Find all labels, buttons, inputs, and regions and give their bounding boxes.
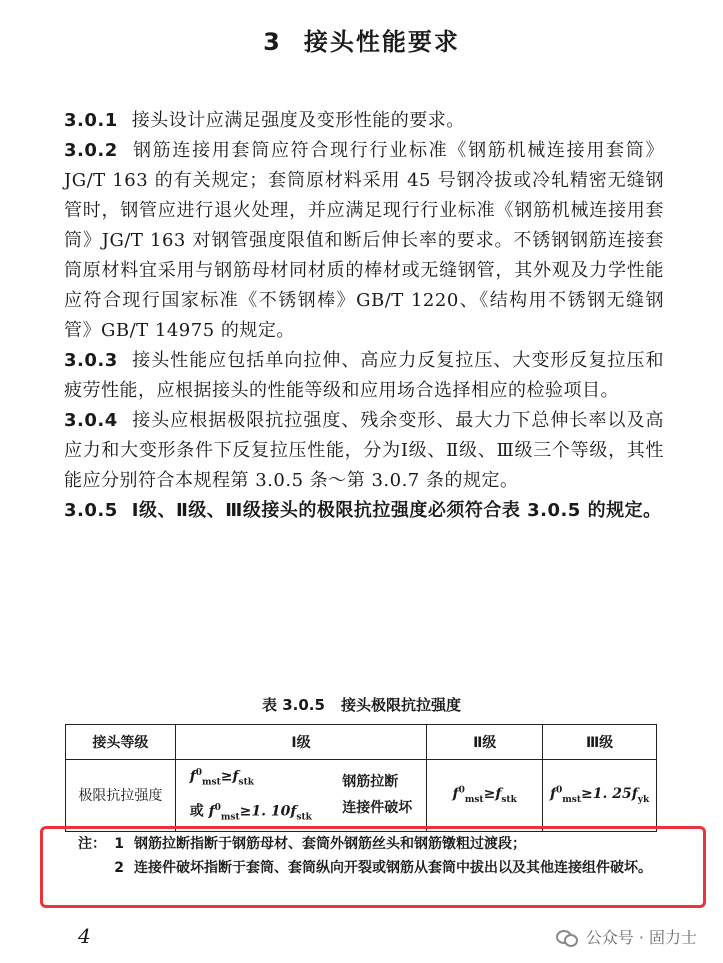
grade-1-formulas — [190, 760, 312, 831]
clause-text: 接头设计应满足强度及变形性能的要求。 — [131, 110, 465, 131]
table-number: 表 3.0.5 — [262, 696, 325, 714]
header-cell: Ⅰ级 — [175, 725, 427, 760]
watermark — [556, 925, 697, 948]
wechat-icon — [556, 928, 578, 946]
page-number: 4 — [78, 924, 91, 948]
grade-2-formula: $f^0_{mst}\ge f_{stk}$ — [452, 785, 517, 806]
clause-number: 3.0.5 — [64, 500, 118, 521]
header-cell: Ⅱ级 — [427, 725, 543, 760]
grade-3-cell — [543, 760, 657, 832]
grade-1-formula-1: $f^0_{mst}\ge f_{stk}$ — [189, 768, 254, 788]
clause-text: 接头性能应包括单向拉伸、高应力反复拉压、大变形反复拉压和疲劳性能，应根据接头的性能等级和应用场合选择相应的检验项目。 — [64, 350, 664, 401]
clause-text: 接头应根据极限抗拉强度、残余变形、最大力下总伸长率以及高应力和大变形条件下反复拉压性能，分为Ⅰ级、Ⅱ级、Ⅲ级三个等级，其性能应分别符合本规程第 3.0.5 条～第 3.0.7 条的规定。 — [64, 410, 664, 491]
table-title: 接头极限抗拉强度 — [340, 696, 461, 714]
condition-connector-failure: 连接件破坏 — [342, 800, 413, 817]
row-label: 极限抗拉强度 — [66, 760, 176, 832]
clause-number: 3.0.1 — [64, 110, 118, 131]
grade-1-cell — [175, 760, 427, 832]
note-number: 1 — [114, 836, 124, 852]
table-header-row — [66, 725, 657, 760]
tensile-strength-table — [65, 724, 657, 832]
clause-number: 3.0.2 — [64, 140, 118, 161]
clause-3-0-2 — [64, 136, 664, 346]
chapter-title-text: 接头性能要求 — [303, 28, 460, 56]
grade-1-conditions — [342, 769, 412, 821]
condition-bar-break: 钢筋拉断 — [342, 774, 399, 791]
grade-2-cell — [427, 760, 543, 832]
table-row — [66, 760, 657, 832]
watermark-text: 公众号 · 固力士 — [585, 928, 697, 947]
clauses — [64, 106, 664, 526]
clause-3-0-4 — [64, 406, 664, 496]
chapter-title — [0, 22, 723, 57]
note-item-1 — [78, 832, 678, 856]
clause-3-0-1 — [64, 106, 664, 136]
clause-3-0-3 — [64, 346, 664, 406]
clause-text: 钢筋连接用套筒应符合现行行业标准《钢筋机械连接用套筒》JG/T 163 的有关规定；套筒原材料采用 45 号钢冷拔或冷轧精密无缝钢管时，钢管应进行退火处理，并应满足现行行业标准《钢筋机械连接用套筒》JG/T 163 对钢管强度限值和断后伸长率的要求。不锈钢钢筋连接套筒原材料宜采用与钢筋母材同材质的棒材或无缝钢管，其外观及力学性能应符合现行国家标准《不锈钢棒》GB/T 1220、《结构用不锈钢无缝钢管》GB/T 14975 的规定。 — [64, 140, 664, 341]
note-number: 2 — [114, 860, 124, 876]
grade-3-formula: $f^0_{mst}\ge 1$. $25f_{yk}$ — [549, 785, 650, 806]
note-text: 连接件破坏指断于套筒、套筒纵向开裂或钢筋从套筒中拔出以及其他连接组件破坏。 — [134, 860, 652, 876]
clause-number: 3.0.4 — [64, 410, 118, 431]
clause-3-0-5 — [64, 496, 664, 526]
grade-1-formula-2: 或 $f^0_{mst}\ge 1$. $10f_{stk}$ — [189, 803, 312, 823]
chapter-number: 3 — [263, 28, 282, 56]
note-label: 注： — [78, 836, 106, 852]
note-text: 钢筋拉断指断于钢筋母材、套筒外钢筋丝头和钢筋镦粗过渡段； — [134, 836, 526, 852]
clause-number: 3.0.3 — [64, 350, 118, 371]
note-item-2 — [78, 856, 678, 880]
header-cell: Ⅲ级 — [543, 725, 657, 760]
clause-text: Ⅰ级、Ⅱ级、Ⅲ级接头的极限抗拉强度必须符合表 3.0.5 的规定。 — [131, 500, 662, 521]
table-notes — [78, 832, 678, 880]
table-caption — [0, 694, 723, 715]
header-cell: 接头等级 — [66, 725, 176, 760]
